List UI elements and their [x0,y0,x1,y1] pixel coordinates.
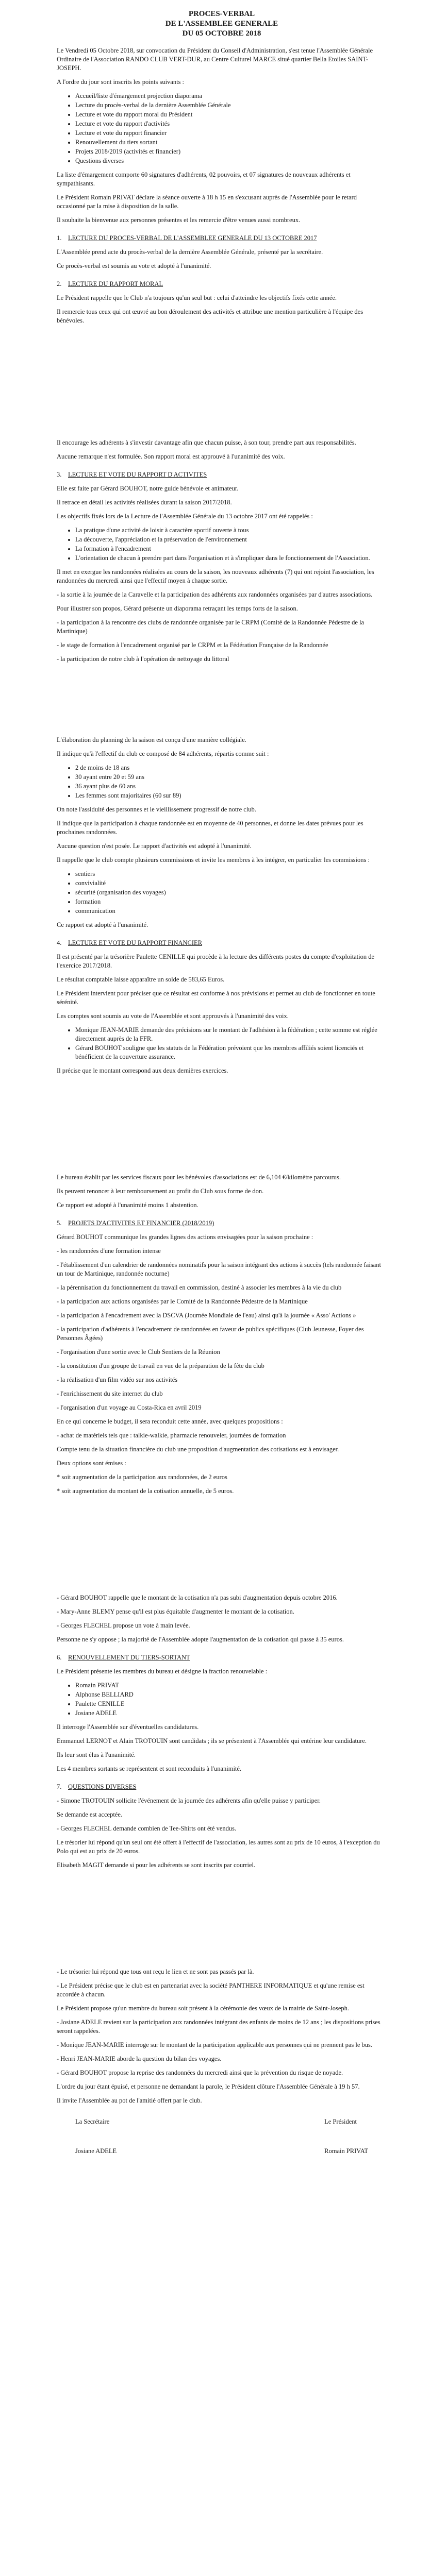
list-item: • Gérard BOUHOT souligne que les statuts de la Fédération prévoient que les membres affiliés soient licenciés et bénéficient de la couverture assurance. [75,1044,387,1061]
list-item: • convivialité [75,879,387,888]
list-item: • Alphonse BELLIARD [75,1690,387,1699]
paragraph: En ce qui concerne le budget, il sera reconduit cette année, avec quelques propositions : [57,1418,283,1426]
paragraph: - Le trésorier lui répond que tous ont reçu le lien et ne sont pas passés par là. [57,1968,254,1976]
commissions-list [57,870,387,916]
list-item: • sentiers [75,870,387,878]
presence-paragraph: Le Président Romain PRIVAT déclare la séance ouverte à 18 h 15 en s'excusant auprès de l'Assemblée pour le retard occasionné par la mise à disposition de la salle. [57,194,357,210]
spacer [57,1501,387,1594]
document-body [57,9,387,2156]
list-item: • La pratique d'une activité de loisir à caractère sportif ouverte à tous [75,526,387,535]
objectives-list [57,526,387,563]
paragraph: Le Président rappelle que le Club n'a toujours qu'un seul but : celui d'atteindre les objectifs fixés cette année. [57,294,337,302]
document-title [57,9,387,38]
list-item: • Monique JEAN-MARIE demande des précisions sur le montant de l'adhésion à la fédération ; cette somme est réglée directement auprès de la FFR. [75,1026,387,1043]
list-line: - la constitution d'un groupe de travail en vue de la préparation de la fête du club [57,1362,264,1370]
paragraph: - la participation à la rencontre des clubs de randonnée organisée par le CRPM (Comité de la Randonnée Pédestre de la Martinique) [57,619,365,635]
section-heading-2: 2. LECTURE DU RAPPORT MORAL [57,280,163,288]
paragraph: L'Assemblée prend acte du procès-verbal de la dernière Assemblée Générale, présenté par la secrétaire. [57,248,323,256]
paragraph: Il retrace en détail les activités réalisées durant la saison 2017/2018. [57,499,232,506]
list-item: • Les femmes sont majoritaires (60 sur 89) [75,791,387,800]
paragraph: Ce rapport est adopté à l'unanimité moins 1 abstention. [57,1201,198,1209]
list-item: • formation [75,897,387,906]
paragraph: Personne ne s'y oppose ; la majorité de l'Assemblée adopte l'augmentation de la cotisation qui passe à 35 euros. [57,1636,344,1643]
paragraph: Il met en exergue les randonnées réalisées au cours de la saison, les nouveaux adhérents (7) qui ont rejoint l'association, les randonnées du mercredi ainsi que l'effectif moyen à chaque sortie. [57,568,374,585]
paragraph: - Georges FLECHEL demande combien de Tee-Shirts ont été vendus. [57,1825,237,1833]
spacer [57,1080,387,1173]
paragraph: Il est présenté par la trésorière Paulette CENILLE qui procède à la lecture des différents postes du compte d'exploitation de l'exercice 2017/2018. [57,953,375,970]
paragraph: Le résultat comptable laisse apparaître un solde de 583,65 Euros. [57,976,225,984]
list-line: - la pérennisation du fonctionnement du travail en commission, destiné à associer les membres à la vie du club [57,1284,342,1292]
list-item: • La découverte, l'appréciation et la préservation de l'environnement [75,535,387,544]
paragraph: L'élaboration du planning de la saison est conçu d'une manière collégiale. [57,736,246,744]
paragraph: Le Président présente les membres du bureau et désigne la fraction renouvelable : [57,1668,268,1675]
paragraph: Il précise que le montant correspond aux deux dernières exercices. [57,1067,228,1075]
agenda-item: • Lecture et vote du rapport d'activités [75,120,387,128]
paragraph: Il indique qu'à l'effectif du club ce composé de 84 adhérents, répartis comme suit : [57,750,269,758]
paragraph: Il rappelle que le club compte plusieurs commissions et invite les membres à les intégrer, en particulier les commissions : [57,856,370,864]
section-heading-4: 4. LECTURE ET VOTE DU RAPPORT FINANCIER [57,939,203,947]
secretary-role: La Secrétaire [75,2118,110,2126]
intro-paragraph: Le Vendredi 05 Octobre 2018, sur convocation du Président du Conseil d'Administration, s'est tenue l'Assemblée Générale Ordinaire de l'Association RANDO CLUB VERT-DUR, au Centre Culturel MARCE situé quartier Bella Etoiles SAINT-JOSEPH. [57,47,373,72]
paragraph: Ce procès-verbal est soumis au vote et adopté à l'unanimité. [57,262,211,270]
paragraph: - Georges FLECHEL propose un vote à main levée. [57,1622,190,1630]
signature-left [75,2117,117,2156]
list-line: - l'organisation d'un voyage au Costa-Rica en avril 2019 [57,1404,202,1412]
paragraph: Ils peuvent renoncer à leur remboursement au profit du Club sous forme de don. [57,1188,264,1195]
title-line-3: DU 05 OCTOBRE 2018 [182,29,261,38]
paragraph: Le trésorier lui répond qu'un seul ont été offert à l'effectif de l'association, les autres sont au prix de 10 euros, à l'exception du Polo qui est au prix de 20 euros. [57,1839,380,1855]
agenda-list [57,92,387,165]
list-item: • Romain PRIVAT [75,1681,387,1690]
list-item: • 36 ayant plus de 60 ans [75,782,387,791]
effectif-list [57,764,387,800]
president-name: Romain PRIVAT [324,2147,368,2155]
paragraph: Le Président propose qu'un membre du bureau soit présent à la cérémonie des vœux de la mairie de Saint-Joseph. [57,2005,350,2012]
paragraph: Deux options sont émises : [57,1460,126,1467]
president-role: Le Président [324,2118,357,2126]
paragraph: Les objectifs fixés lors de la Lecture de l'Assemblée Générale du 13 octobre 2017 ont été rappelés : [57,513,313,520]
paragraph: - achat de matériels tels que : talkie-walkie, pharmacie renouveler, journées de formation [57,1432,286,1439]
paragraph: * soit augmentation du montant de la cotisation annuelle, de 5 euros. [57,1487,234,1495]
list-line: - l'établissement d'un calendrier de randonnées nominatifs pour la saison intégrant des actions à succès (tels randonnée faisant un tour de Martinique, randonnée nocturne) [57,1261,381,1278]
paragraph: - Henri JEAN-MARIE aborde la question du bilan des voyages. [57,2055,222,2063]
section-heading-3: 3. LECTURE ET VOTE DU RAPPORT D'ACTIVITES [57,471,207,479]
agenda-item: • Accueil/liste d'émargement projection diaporama [75,92,387,100]
closing-paragraph: L'ordre du jour étant épuisé, et personne ne demandant la parole, le Président clôture l'Assemblée Générale à 19 h 57. [57,2083,360,2091]
agenda-item: • Projets 2018/2019 (activités et financier) [75,147,387,156]
tiers-sortant-list [57,1681,387,1718]
list-line: - l'enrichissement du site internet du club [57,1390,163,1398]
paragraph: On note l'assiduité des personnes et le vieillissement progressif de notre club. [57,806,256,814]
paragraph: Il interroge l'Assemblée sur d'éventuelles candidatures. [57,1723,199,1731]
finance-remarks-list [57,1026,387,1061]
paragraph: Ils leur sont élus à l'unanimité. [57,1751,136,1759]
paragraph: Il indique que la participation à chaque randonnée est en moyenne de 40 personnes, et donne les dates prévues pour les prochaines randonnées. [57,820,363,836]
paragraph: - le stage de formation à l'encadrement organisé par le CRPM et la Fédération Française de la Randonnée [57,641,328,649]
paragraph: Les comptes sont soumis au vote de l'Assemblée et sont approuvés à l'unanimité des voix. [57,1012,289,1020]
agenda-item: • Lecture du procès-verbal de la dernière Assemblée Générale [75,101,387,110]
list-line: - la réalisation d'un film vidéo sur nos activités [57,1376,178,1384]
list-item: • 2 de moins de 18 ans [75,764,387,772]
paragraph: - la sortie à la journée de la Caravelle et la participation des adhérents aux randonnées organisées par d'autres associations. [57,591,373,599]
list-item: • 30 ayant entre 20 et 59 ans [75,773,387,782]
agenda-item: • Renouvellement du tiers sortant [75,138,387,147]
list-item: • communication [75,907,387,916]
paragraph: Le bureau établit par les services fiscaux pour les bénévoles d'associations est de 6,104 €/kilomètre parcourus. [57,1174,341,1181]
paragraph: - Mary-Anne BLEMY pense qu'il est plus équitable d'augmenter le montant de la cotisation. [57,1608,294,1616]
paragraph: Pour illustrer son propos, Gérard présente un diaporama retraçant les temps forts de la saison. [57,605,298,613]
paragraph: - Gérard BOUHOT propose la reprise des randonnées du mercredi ainsi que la prévention du risque de noyade. [57,2069,343,2077]
list-line: - la participation d'adhérents à l'encadrement de randonnées en faveur de publics spécifiques (Club Jeunesse, Foyer des Personnes Âgées) [57,1326,364,1342]
paragraph: - Monique JEAN-MARIE interroge sur le montant de la participation applicable aux personnes qui ne prennent pas le bus. [57,2041,372,2049]
list-line: - l'organisation d'une sortie avec le Club Sentiers de la Réunion [57,1348,220,1356]
paragraph: Il encourage les adhérents à s'investir davantage afin que chacun puisse, à son tour, prendre part aux responsabilités. [57,439,356,447]
paragraph: Le Président intervient pour préciser que ce résultat est conforme à nos prévisions et permet au club de fonctionner en toute sérénité. [57,990,375,1006]
secretary-name: Josiane ADELE [75,2147,117,2155]
list-item: • sécurité (organisation des voyages) [75,888,387,897]
paragraph: Compte tenu de la situation financière du club une proposition d'augmentation des cotisations est à envisager. [57,1446,339,1453]
list-line: - la participation à l'encadrement avec la DSCVA (Journée Mondiale de l'eau) ainsi qu'à la journée « Asso' Actions » [57,1312,356,1319]
list-item: • La formation à l'encadrement [75,545,387,553]
paragraph: * soit augmentation de la participation aux randonnées, de 2 euros [57,1473,227,1481]
presence-paragraph: Il souhaite la bienvenue aux personnes présentes et les remercie d'être venues aussi nombreux. [57,216,301,224]
paragraph: Gérard BOUHOT communique les grandes lignes des actions envisagées pour la saison prochaine : [57,1233,313,1241]
paragraph: Ce rapport est adopté à l'unanimité. [57,921,148,929]
paragraph: Elle est faite par Gérard BOUHOT, notre guide bénévole et animateur. [57,485,239,493]
agenda-item: • Lecture et vote du rapport moral du Président [75,110,387,119]
paragraph: - Gérard BOUHOT rappelle que le montant de la cotisation n'a pas subi d'augmentation depuis octobre 2016. [57,1594,338,1602]
paragraph: Emmanuel LERNOT et Alain TROTOUIN sont candidats ; ils se présentent à l'Assemblée qui entérine leur candidature. [57,1737,367,1745]
paragraph: - Josiane ADELE revient sur la participation aux randonnées intégrant des enfants de moins de 12 ans ; les dispositions prises seront rappelées. [57,2019,380,2035]
paragraph: Il remercie tous ceux qui ont œuvré au bon déroulement des activités et attribue une mention particulière à l'équipe des bénévoles. [57,308,363,325]
title-line-1: PROCES-VERBAL [188,10,255,18]
spacer [57,330,387,438]
spacer [57,1875,387,1968]
list-item: • L'orientation de chacun à prendre part dans l'organisation et à s'impliquer dans le fonctionnement de l'Association. [75,554,387,563]
paragraph: Elisabeth MAGIT demande si pour les adhérents se sont inscrits par courriel. [57,1861,256,1869]
spacer [57,669,387,736]
agenda-item: • Questions diverses [75,157,387,165]
paragraph: - Le Président précise que le club est en partenariat avec la société PANTHERE INFORMATIQUE et qu'une remise est accordée à chacun. [57,1982,365,1998]
section-heading-7: 7. QUESTIONS DIVERSES [57,1783,137,1791]
signature-block [57,2117,387,2156]
list-line: - la participation aux actions organisées par le Comité de la Randonnée Pédestre de la Martinique [57,1298,308,1306]
intro-paragraph: A l'ordre du jour sont inscrits les points suivants : [57,78,185,86]
paragraph: - la participation de notre club à l'opération de nettoyage du littoral [57,655,229,663]
section-heading-5: 5. PROJETS D'ACTIVITES ET FINANCIER (2018/2019) [57,1219,214,1227]
paragraph: Aucune question n'est posée. Le rapport d'activités est adopté à l'unanimité. [57,842,252,850]
paragraph: Aucune remarque n'est formulée. Son rapport moral est approuvé à l'unanimité des voix. [57,453,285,461]
paragraph: Les 4 membres sortants se représentent et sont reconduits à l'unanimité. [57,1765,242,1773]
paragraph: Se demande est acceptée. [57,1811,123,1819]
signature-right [324,2117,368,2156]
section-heading-6: 6. RENOUVELLEMENT DU TIERS-SORTANT [57,1654,190,1662]
section-heading-1: 1. LECTURE DU PROCES-VERBAL DE L'ASSEMBLEE GENERALE DU 13 OCTOBRE 2017 [57,234,317,242]
closing-paragraph: Il invite l'Assemblée au pot de l'amitié offert par le club. [57,2097,202,2105]
paragraph: - Simone TROTOUIN sollicite l'événement de la journée des adhérents afin qu'elle puisse y participer. [57,1797,321,1805]
list-item: • Josiane ADELE [75,1709,387,1718]
title-line-2: DE L'ASSEMBLEE GENERALE [165,19,278,28]
list-item: • Paulette CENILLE [75,1700,387,1708]
list-line: - les randonnées d'une formation intense [57,1247,161,1255]
agenda-item: • Lecture et vote du rapport financier [75,129,387,138]
presence-paragraph: La liste d'émargement comporte 60 signatures d'adhérents, 02 pouvoirs, et 07 signatures de nouveaux adhérents et sympathisants. [57,171,351,188]
